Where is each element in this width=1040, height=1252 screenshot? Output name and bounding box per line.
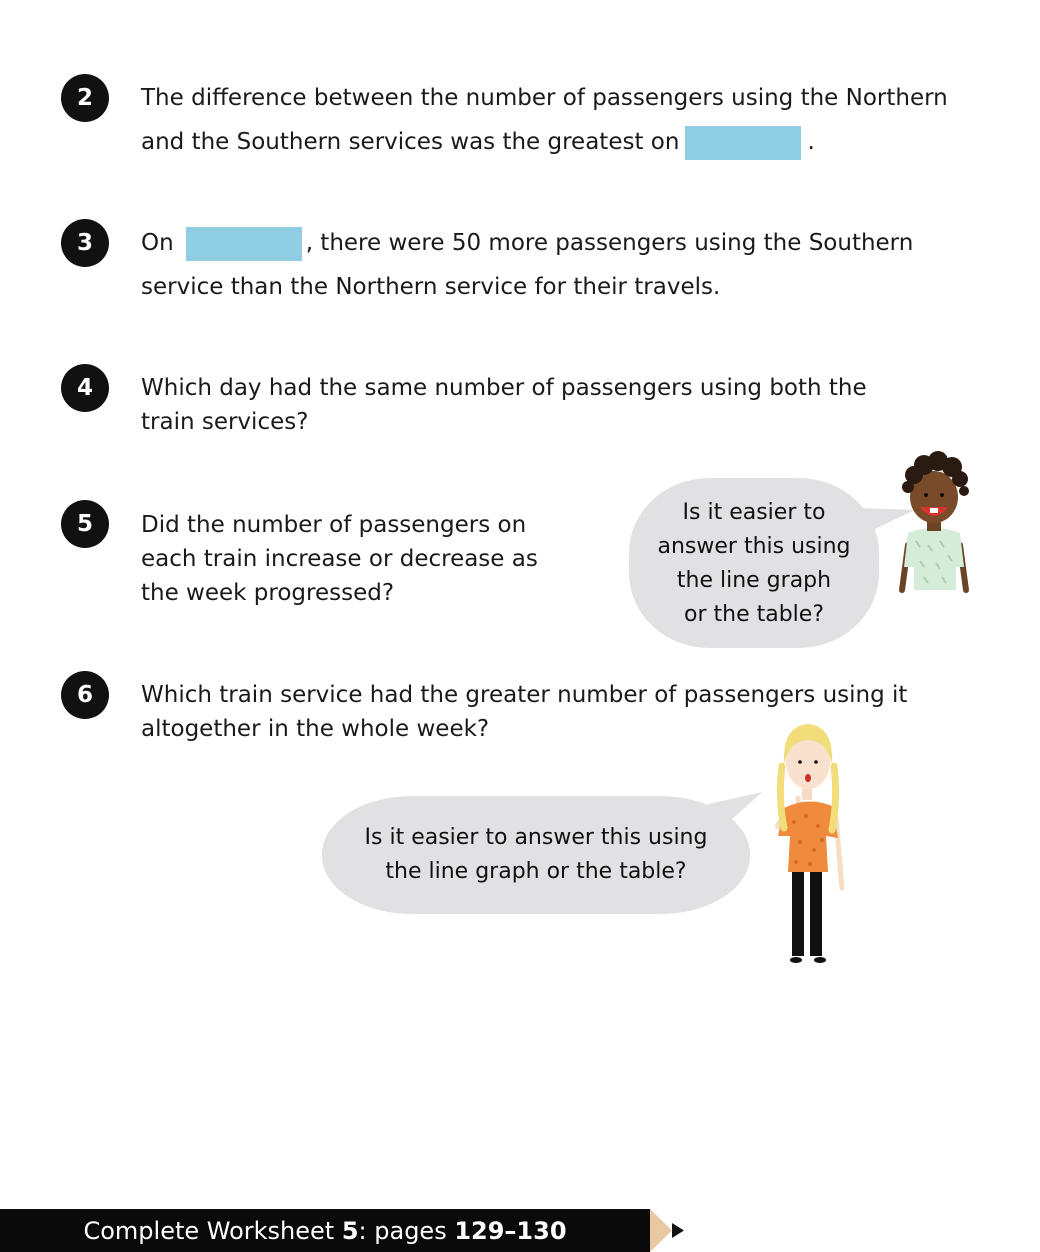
question-text-part: On — [141, 230, 174, 256]
girl-illustration-icon — [770, 718, 860, 968]
question-4-text — [141, 371, 867, 439]
question-line — [141, 120, 948, 164]
answer-blank[interactable] — [685, 126, 801, 160]
question-line: altogether in the whole week? — [141, 716, 490, 742]
question-number: 3 — [61, 219, 109, 267]
bubble-line: the line graph — [676, 568, 832, 593]
question-line: each train increase or decrease as — [141, 546, 538, 572]
footer-pages: 129–130 — [454, 1216, 567, 1245]
question-5-text — [141, 508, 538, 610]
question-line — [141, 221, 913, 265]
bubble-line: or the table? — [684, 602, 824, 627]
question-number: 6 — [61, 671, 109, 719]
question-text-part: and the Southern services was the greatest on — [141, 129, 680, 155]
answer-blank[interactable] — [186, 227, 302, 261]
question-number: 5 — [61, 500, 109, 548]
question-line: Which day had the same number of passengers using both the — [141, 375, 867, 401]
question-2-text — [141, 76, 948, 164]
question-3-text — [141, 221, 913, 309]
question-line: service than the Northern service for their travels. — [141, 274, 721, 300]
bubble-line: Is it easier to answer this using — [364, 825, 708, 850]
question-line: Did the number of passengers on — [141, 512, 527, 538]
question-number: 4 — [61, 364, 109, 412]
speech-bubble-boy — [629, 478, 879, 648]
worksheet-footer — [0, 1209, 650, 1252]
question-text-part: . — [807, 129, 815, 155]
speech-bubble-girl — [322, 796, 750, 914]
question-line: The difference between the number of passengers using the Northern — [141, 85, 948, 111]
question-text-part: , there were 50 more passengers using the Southern — [305, 230, 914, 256]
footer-prefix: Complete Worksheet — [83, 1216, 342, 1245]
pencil-tip-icon — [650, 1209, 686, 1252]
footer-middle: : pages — [358, 1216, 455, 1245]
question-line: Which train service had the greater number of passengers using it — [141, 682, 908, 708]
question-number: 2 — [61, 74, 109, 122]
bubble-line: answer this using — [657, 534, 851, 559]
question-line: the week progressed? — [141, 580, 395, 606]
bubble-line: the line graph or the table? — [385, 859, 687, 884]
question-line: train services? — [141, 409, 309, 435]
boy-illustration-icon — [890, 445, 980, 595]
footer-worksheet-number: 5 — [341, 1216, 359, 1245]
bubble-line: Is it easier to — [682, 500, 826, 525]
